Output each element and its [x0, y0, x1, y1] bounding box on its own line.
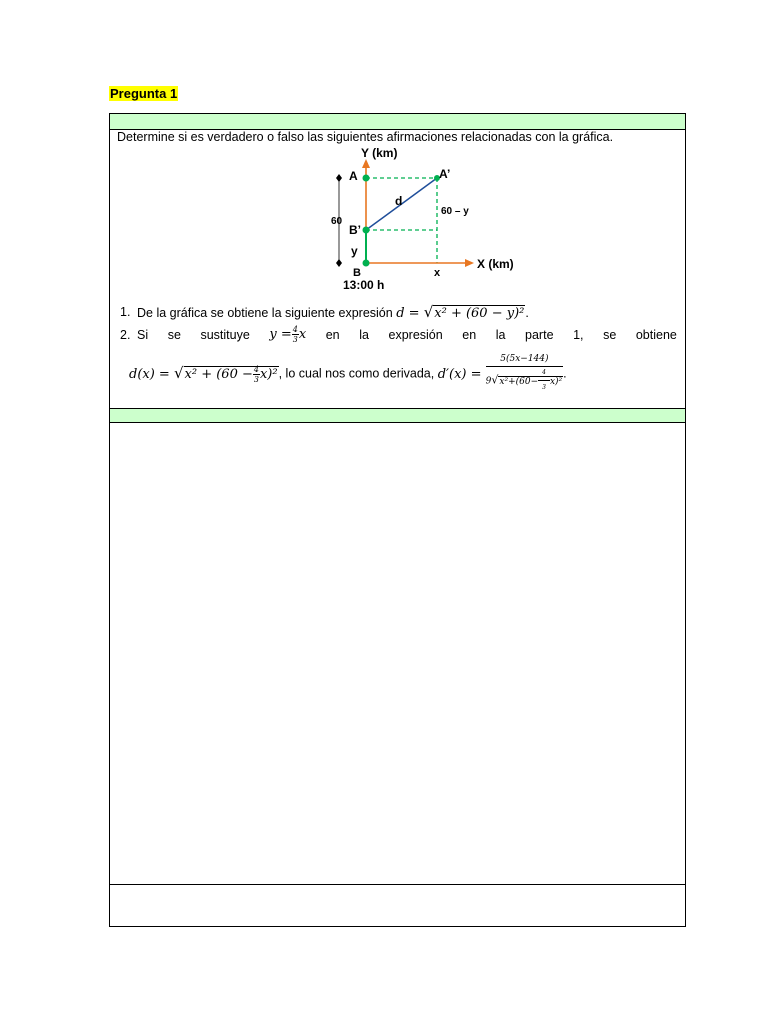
statement-1-text: De la gráfica se obtiene la siguiente expresión: [137, 306, 393, 320]
point-a-marker: [363, 175, 370, 182]
point-b-label: B: [353, 267, 361, 279]
header-band: [110, 114, 685, 130]
point-b-prime-label: B’: [349, 223, 361, 237]
point-b-prime-marker: [363, 227, 370, 234]
sqrt-icon: √: [173, 363, 184, 382]
formula-radicand: x² + (60 − y)²: [434, 306, 525, 321]
formula-y: y =: [269, 327, 292, 342]
formula-x: x: [298, 327, 307, 342]
derivative-formula: [437, 354, 563, 391]
statement-list: [120, 302, 677, 391]
word: Si: [137, 328, 149, 342]
word: la: [495, 328, 506, 342]
statement-2-number: 2.: [120, 328, 131, 342]
statement-2-mid-text: , lo cual nos como derivada,: [278, 366, 435, 381]
derivative-fraction: [485, 353, 567, 395]
word: se: [603, 328, 617, 342]
point-a-label: A: [349, 169, 358, 183]
dx-radicand-a: x² + (60 −: [184, 366, 253, 382]
sqrt-icon: √: [491, 373, 499, 387]
derivative-den-a: x²+(60−: [499, 376, 539, 387]
word: la: [359, 328, 369, 342]
dx-lhs: d(x) =: [129, 366, 170, 382]
sixty-minus-y-label: 60 – y: [441, 206, 469, 217]
dim-60-bottom-marker: [336, 259, 342, 267]
word: en: [325, 328, 340, 342]
derivative-lhs: d′(x) =: [437, 366, 482, 382]
sqrt-icon: √: [423, 303, 434, 321]
dx-radicand-b: x)²: [259, 366, 278, 382]
dx-radicand: [184, 366, 279, 382]
d-label: d: [395, 194, 403, 208]
question-frame: [109, 113, 686, 927]
statement-2-line-1: [137, 325, 677, 345]
statement-2: [120, 325, 677, 391]
fraction-four-thirds: $\frac{4}{3}$: [538, 367, 550, 395]
x-axis-arrow: [465, 259, 474, 267]
statement-2-line-2: [129, 345, 677, 391]
derivative-den-coef: 9: [485, 376, 492, 387]
statement-1-formula: [396, 303, 525, 321]
derivative-numerator: 5(5x−144): [486, 353, 564, 367]
statement-1-end: .: [525, 306, 529, 320]
dim-60-top-marker: [336, 174, 342, 182]
position-graph: [325, 143, 555, 293]
dx-formula: [129, 363, 279, 384]
y-label: y: [351, 244, 358, 258]
derivative-den-radicand: [498, 369, 563, 391]
y-axis-arrow: [362, 159, 370, 168]
sixty-label: 60: [331, 216, 343, 227]
word: sustituye: [200, 328, 250, 342]
substitution-formula: [269, 325, 306, 345]
intro-text: Determine si es verdadero o falso las siguientes afirmaciones relacionadas con la gráfica.: [117, 130, 614, 144]
derivative-denominator: [485, 366, 567, 395]
word: en: [462, 328, 477, 342]
statement-2-end: .: [563, 366, 567, 381]
word: obtiene: [635, 328, 677, 342]
footer-divider: [110, 884, 685, 885]
fraction-four-thirds: $\frac{4}{3}$: [292, 325, 298, 344]
x-axis-label: X (km): [477, 257, 514, 271]
question-title: Pregunta 1: [110, 86, 178, 101]
word: se: [167, 328, 181, 342]
x-label: x: [434, 267, 441, 279]
time-label: 13:00 h: [343, 278, 385, 292]
word: parte: [525, 328, 554, 342]
point-a-prime-label: A’: [439, 167, 451, 181]
answer-band: [110, 408, 685, 423]
derivative-den-c: x)²: [549, 376, 563, 387]
word: expresión: [388, 328, 443, 342]
statement-1: [120, 302, 677, 324]
y-axis-label: Y (km): [361, 146, 398, 160]
fraction-four-thirds: $\frac{4}{3}$: [253, 364, 259, 384]
formula-lhs: d =: [396, 306, 420, 321]
word: 1,: [573, 328, 584, 342]
statement-1-number: 1.: [120, 305, 131, 319]
point-b-marker: [363, 260, 370, 267]
